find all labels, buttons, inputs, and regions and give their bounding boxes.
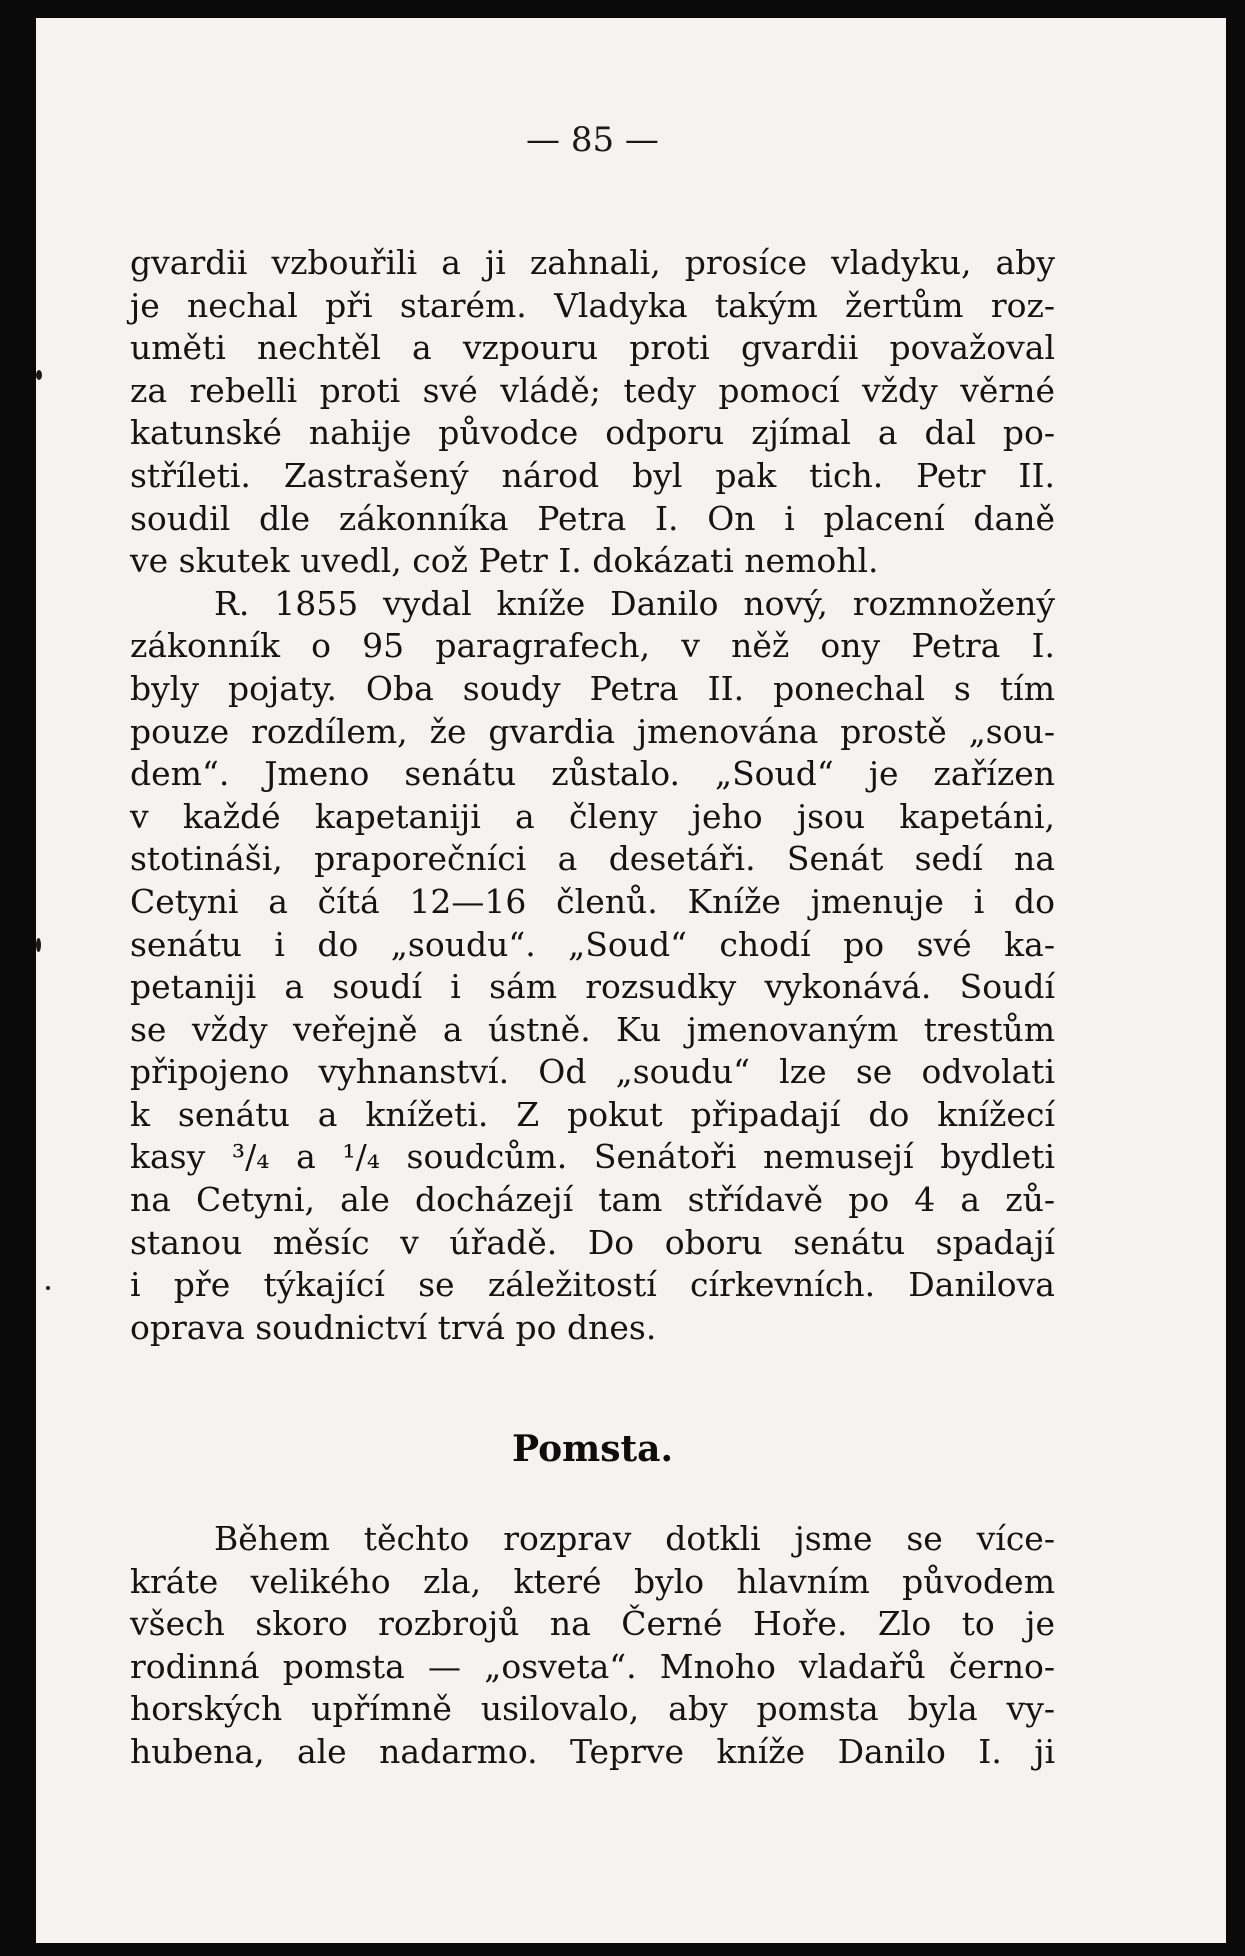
paragraph-first-line: R. 1855 vydal kníže Danilo nový, rozmnožený (214, 583, 1055, 623)
text-line: katunské nahije původce odporu zjímal a dal po- (130, 413, 1055, 453)
section-body-text (130, 1518, 1055, 1774)
text-line: je nechal při starém. Vladyka takým žertům roz- (130, 285, 1055, 325)
text-line: horských upřímně usilovalo, aby pomsta byla vy- (130, 1689, 1055, 1729)
text-line: soudil dle zákonníka Petra I. On i placení daně (130, 498, 1055, 538)
section-heading: Pomsta. (512, 1428, 673, 1470)
text-line: se vždy veřejně a ústně. Ku jmenovaným trestům (130, 1009, 1055, 1049)
text-line: na Cetyni, ale docházejí tam střídavě po 4 a zů- (130, 1180, 1055, 1220)
text-line: ve skutek uvedl, což Petr I. dokázati nemohl. (130, 541, 879, 581)
text-line: hubena, ale nadarmo. Teprve kníže Danilo I. ji (130, 1731, 1055, 1771)
text-line: kráte velikého zla, které bylo hlavním původem (130, 1561, 1055, 1601)
text-line: uměti nechtěl a vzpouru proti gvardii považoval (130, 328, 1055, 368)
text-line: kasy ³/₄ a ¹/₄ soudcům. Senátoři nemusejí bydleti (130, 1137, 1055, 1177)
text-line: senátu i do „soudu“. „Soud“ chodí po své ka- (130, 924, 1055, 964)
text-line: oprava soudnictví trvá po dnes. (130, 1307, 657, 1347)
text-line: pouze rozdílem, že gvardia jmenována prostě „sou- (130, 711, 1055, 751)
text-line: stříleti. Zastrašený národ byl pak tich. Petr II. (130, 455, 1055, 495)
text-line: dem“. Jmeno senátu zůstalo. „Soud“ je zařízen (130, 754, 1055, 794)
text-line: zákonník o 95 paragrafech, v něž ony Petra I. (130, 626, 1055, 666)
text-line: za rebelli proti své vládě; tedy pomocí vždy věrné (130, 370, 1055, 410)
text-line: k senátu a knížeti. Z pokut připadají do knížecí (130, 1094, 1055, 1134)
book-page (36, 18, 1226, 1943)
text-line: Cetyni a čítá 12—16 členů. Kníže jmenuje i do (130, 881, 1055, 921)
body-text (130, 242, 1055, 1349)
scan-speck (36, 938, 41, 952)
text-line: petaniji a soudí i sám rozsudky vykonává. Soudí (130, 967, 1055, 1007)
scan-speck (36, 370, 42, 380)
page-number: — 85 — (526, 120, 659, 160)
text-line: rodinná pomsta — „osveta“. Mnoho vladařů černo- (130, 1646, 1055, 1686)
text-line: i pře týkající se záležitostí církevních. Danilova (130, 1265, 1055, 1305)
text-line: v každé kapetaniji a členy jeho jsou kapetáni, (130, 796, 1055, 836)
text-line: připojeno vyhnanství. Od „soudu“ lze se odvolati (130, 1052, 1055, 1092)
text-line: gvardii vzbouřili a ji zahnali, prosíce vladyku, aby (130, 243, 1055, 282)
text-line: stanou měsíc v úřadě. Do oboru senátu spadají (130, 1222, 1055, 1262)
paragraph-first-line: Během těchto rozprav dotkli jsme se více- (214, 1519, 1055, 1558)
text-line: stotináši, praporečníci a desetáři. Senát sedí na (130, 839, 1055, 879)
text-line: byly pojaty. Oba soudy Petra II. ponechal s tím (130, 668, 1055, 708)
text-line: všech skoro rozbrojů na Černé Hoře. Zlo to je (130, 1604, 1055, 1644)
scan-speck (46, 1286, 50, 1290)
